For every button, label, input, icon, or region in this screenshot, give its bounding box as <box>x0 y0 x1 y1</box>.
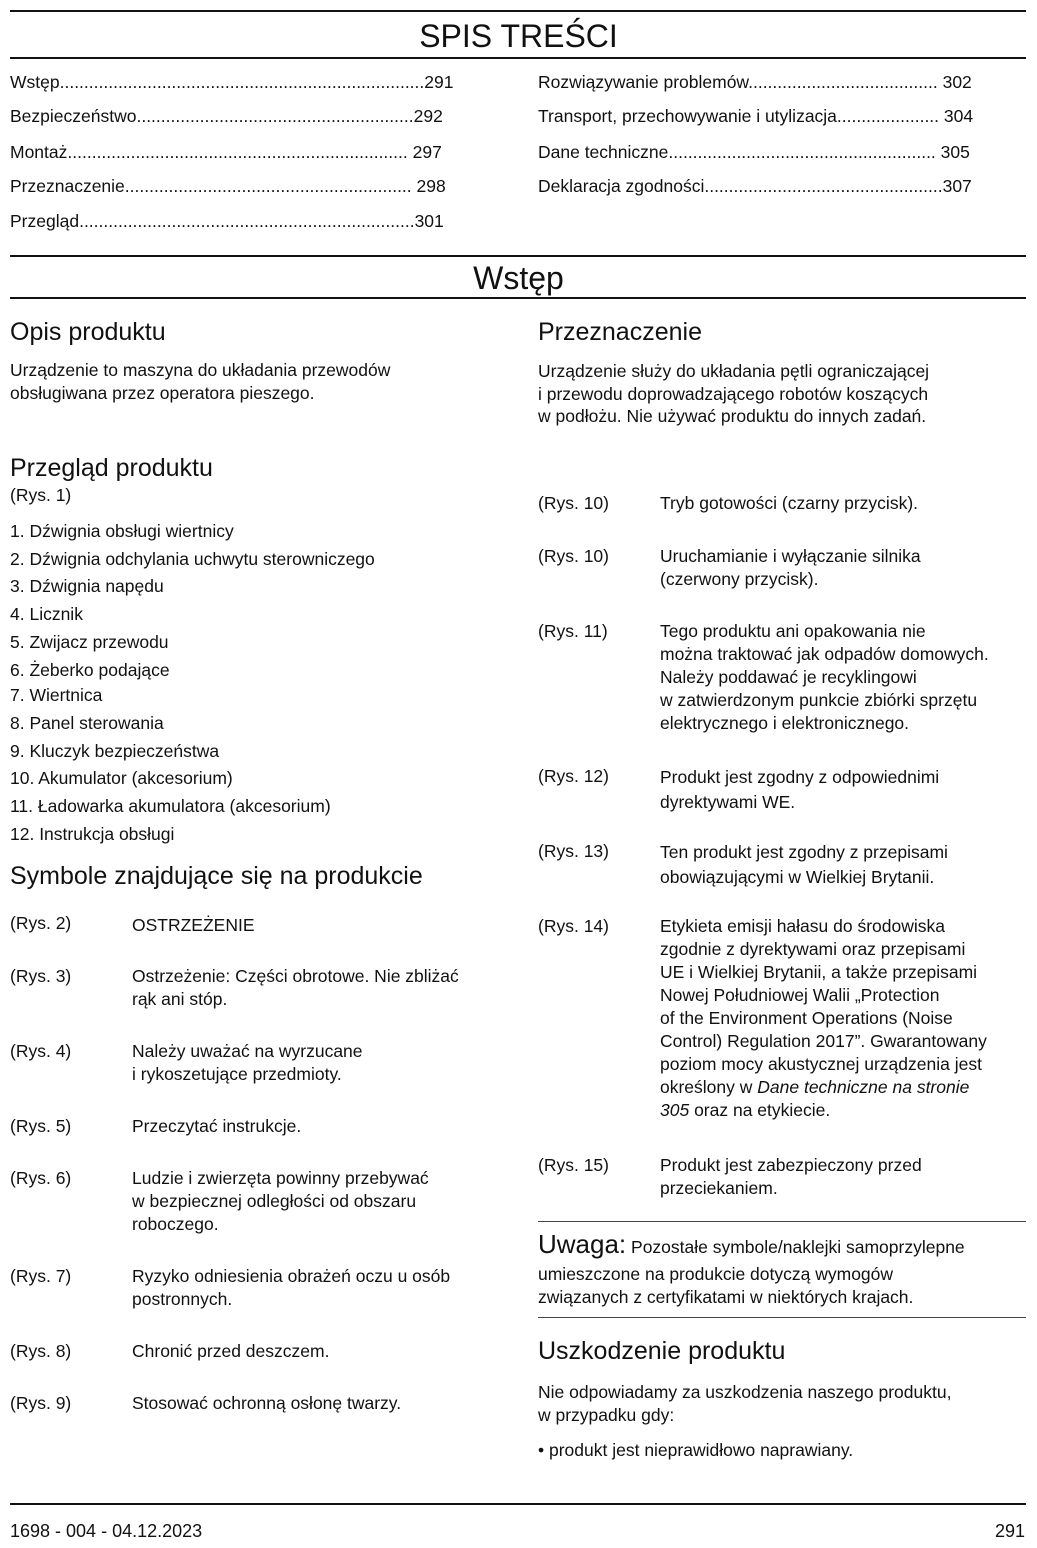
figure-ref: (Rys. 2) <box>10 913 72 933</box>
toc-entry-dots: ....................................... <box>748 72 943 92</box>
symbol-description: OSTRZEŻENIE <box>132 915 255 935</box>
list-item: 12. Instrukcja obsługi <box>10 824 175 844</box>
toc-entry-label: Przeznaczenie <box>10 176 125 196</box>
figure-ref: (Rys. 11) <box>538 621 608 641</box>
symbol-description: Produkt jest zabezpieczony przed przeciekaniem. <box>660 1155 922 1198</box>
toc-entry-label: Dane techniczne <box>538 142 669 162</box>
list-item: 2. Dźwignia odchylania uchwytu sterowniczego <box>10 549 375 569</box>
section-title: Wstęp <box>473 260 564 296</box>
list-item: 8. Panel sterowania <box>10 713 164 733</box>
toc-entry[interactable] <box>10 175 446 197</box>
symbol-description: Produkt jest zgodny z odpowiednimi dyrektywami WE. <box>660 767 940 812</box>
toc-entry-dots: ......................................................... <box>136 106 414 126</box>
toc-entry-page: 291 <box>424 72 454 92</box>
list-item: 7. Wiertnica <box>10 685 103 705</box>
toc-entry-label: Rozwiązywanie problemów <box>538 72 749 92</box>
symbol-description: Uruchamianie i wyłączanie silnika (czerwony przycisk). <box>660 546 921 589</box>
toc-entry-dots: ................................................. <box>704 176 943 196</box>
figure-ref: (Rys. 10) <box>538 546 609 566</box>
symbol-description: Stosować ochronną osłonę twarzy. <box>132 1393 402 1413</box>
noise-spec-line: określony w Dane techniczne na stronie <box>660 1077 970 1097</box>
section-top-rule <box>10 255 1026 257</box>
overview-heading: Przegląd produktu <box>10 454 213 482</box>
toc-entry-label: Wstęp <box>10 72 60 92</box>
toc-entry-page: 302 <box>942 72 972 92</box>
symbol-description: Etykieta emisji hałasu do środowiska zgodnie z dyrektywami oraz przepisami UE i Wielkiej Brytanii, a także przepisami Nowej Południowej Walii „Protection of the Environment Operations (Noise Control) Regulation 2017”. Gwarantowany poziom mocy akustycznej urządzenia jest określony w Dane techniczne na stronie 305 oraz na etykiecie. <box>660 916 987 1120</box>
cross-reference-link[interactable]: Dane techniczne na stronie <box>757 1077 970 1097</box>
section-title-rule <box>10 297 1026 299</box>
figure-ref: (Rys. 8) <box>10 1341 72 1361</box>
figure-ref: (Rys. 7) <box>10 1266 72 1286</box>
toc-entry[interactable] <box>538 105 973 127</box>
note-label: Uwaga: <box>538 1229 627 1259</box>
list-item: 10. Akumulator (akcesorium) <box>10 768 233 788</box>
figure-ref: (Rys. 13) <box>538 841 609 861</box>
toc-entry[interactable] <box>10 71 453 93</box>
figure-ref: (Rys. 5) <box>10 1116 72 1136</box>
note-box: Uwaga: Pozostałe symbole/naklejki samoprzylepne umieszczone na produkcie dotyczą wymogów związanych z certyfikatami w niektórych krajach. <box>538 1229 965 1307</box>
toc-entry[interactable] <box>10 105 443 127</box>
note-bottom-rule <box>538 1317 1026 1318</box>
figure-ref: (Rys. 6) <box>10 1168 72 1188</box>
footer-document-id: 1698 - 004 - 04.12.2023 <box>10 1521 203 1541</box>
toc-entry-dots: ....................................................... <box>668 142 941 162</box>
figure-ref: (Rys. 4) <box>10 1041 72 1061</box>
toc-entry-page: 304 <box>943 106 974 126</box>
toc-entry-page: 307 <box>942 176 972 196</box>
product-description-text: Urządzenie to maszyna do układania przewodów obsługiwana przez operatora pieszego. <box>10 360 391 403</box>
symbol-description: Chronić przed deszczem. <box>132 1341 330 1361</box>
toc-entry[interactable] <box>10 141 442 163</box>
toc-entry-page: 301 <box>414 211 444 231</box>
toc-entry-label: Deklaracja zgodności <box>538 176 705 196</box>
figure-ref: (Rys. 9) <box>10 1393 72 1413</box>
symbol-description: Ryzyko odniesienia obrażeń oczu u osób postronnych. <box>132 1266 451 1309</box>
cross-reference-page-link[interactable]: 305 <box>660 1100 690 1120</box>
symbol-description: Tego produktu ani opakowania nie można traktować jak odpadów domowych. Należy poddawać je recyklingowi w zatwierdzonym punkcie zbiórki sprzętu elektrycznego i elektronicznego. <box>660 621 989 733</box>
toc-title: SPIS TREŚCI <box>419 18 618 54</box>
top-rule <box>10 10 1026 12</box>
symbol-description: Należy uważać na wyrzucane i rykoszetujące przedmioty. <box>132 1041 363 1084</box>
intended-use-text: Urządzenie służy do układania pętli ograniczającej i przewodu doprowadzającego robotów koszących w podłożu. Nie używać produktu do innych zadań. <box>538 361 930 426</box>
toc-entry-dots: ........................................................... <box>124 176 417 196</box>
symbol-description: Przeczytać instrukcje. <box>132 1116 302 1136</box>
figure-ref: (Rys. 14) <box>538 916 609 936</box>
toc-entry[interactable] <box>538 175 972 197</box>
list-item: 4. Licznik <box>10 604 83 624</box>
damage-text: Nie odpowiadamy za uszkodzenia naszego produktu, w przypadku gdy: <box>538 1382 952 1425</box>
toc-entry-dots: ..................................................................... <box>79 211 415 231</box>
footer-rule <box>10 1503 1026 1505</box>
toc-entry-label: Transport, przechowywanie i utylizacja <box>538 106 837 126</box>
toc-entry[interactable] <box>10 210 444 232</box>
toc-entry-page: 298 <box>416 176 446 196</box>
toc-entry-label: Montaż <box>10 142 68 162</box>
symbol-description: Tryb gotowości (czarny przycisk). <box>660 493 919 513</box>
symbol-description: Ostrzeżenie: Części obrotowe. Nie zbliżać rąk ani stóp. <box>132 966 459 1009</box>
symbol-description: Ten produkt jest zgodny z przepisami obowiązującymi w Wielkiej Brytanii. <box>660 842 948 887</box>
footer-page-number: 291 <box>994 1521 1025 1541</box>
list-item: 3. Dźwignia napędu <box>10 576 164 596</box>
toc-entry[interactable] <box>538 71 972 93</box>
toc-title-rule <box>10 57 1026 59</box>
damage-heading: Uszkodzenie produktu <box>538 1337 786 1365</box>
symbol-description: Ludzie i zwierzęta powinny przebywać w bezpiecznej odległości od obszaru roboczego. <box>132 1168 429 1234</box>
toc-entry-label: Przegląd <box>10 211 80 231</box>
list-item: 6. Żeberko podające <box>10 660 170 680</box>
symbols-heading: Symbole znajdujące się na produkcie <box>10 862 423 890</box>
product-description-heading: Opis produktu <box>10 318 166 346</box>
toc-entry-dots: ........................................................................... <box>59 72 425 92</box>
toc-entry-page: 305 <box>940 142 970 162</box>
list-item: 9. Kluczyk bezpieczeństwa <box>10 741 220 761</box>
toc-entry-dots: ...................................................................... <box>67 142 413 162</box>
toc-entry-page: 292 <box>413 106 443 126</box>
intended-use-heading: Przeznaczenie <box>538 318 702 346</box>
list-item: 5. Zwijacz przewodu <box>10 632 169 652</box>
damage-bullet: • produkt jest nieprawidłowo naprawiany. <box>538 1440 854 1460</box>
figure-ref: (Rys. 3) <box>10 966 72 986</box>
toc-entry-label: Bezpieczeństwo <box>10 106 137 126</box>
toc-entry-page: 297 <box>412 142 442 162</box>
toc-entry-dots: ..................... <box>836 106 944 126</box>
overview-figure-ref: (Rys. 1) <box>10 485 72 505</box>
list-item: 11. Ładowarka akumulatora (akcesorium) <box>10 796 331 816</box>
toc-entry[interactable] <box>538 141 970 163</box>
note-top-rule <box>538 1221 1026 1222</box>
list-item: 1. Dźwignia obsługi wiertnicy <box>10 521 234 541</box>
figure-ref: (Rys. 15) <box>538 1155 609 1175</box>
figure-ref: (Rys. 12) <box>538 766 609 786</box>
figure-ref: (Rys. 10) <box>538 493 609 513</box>
